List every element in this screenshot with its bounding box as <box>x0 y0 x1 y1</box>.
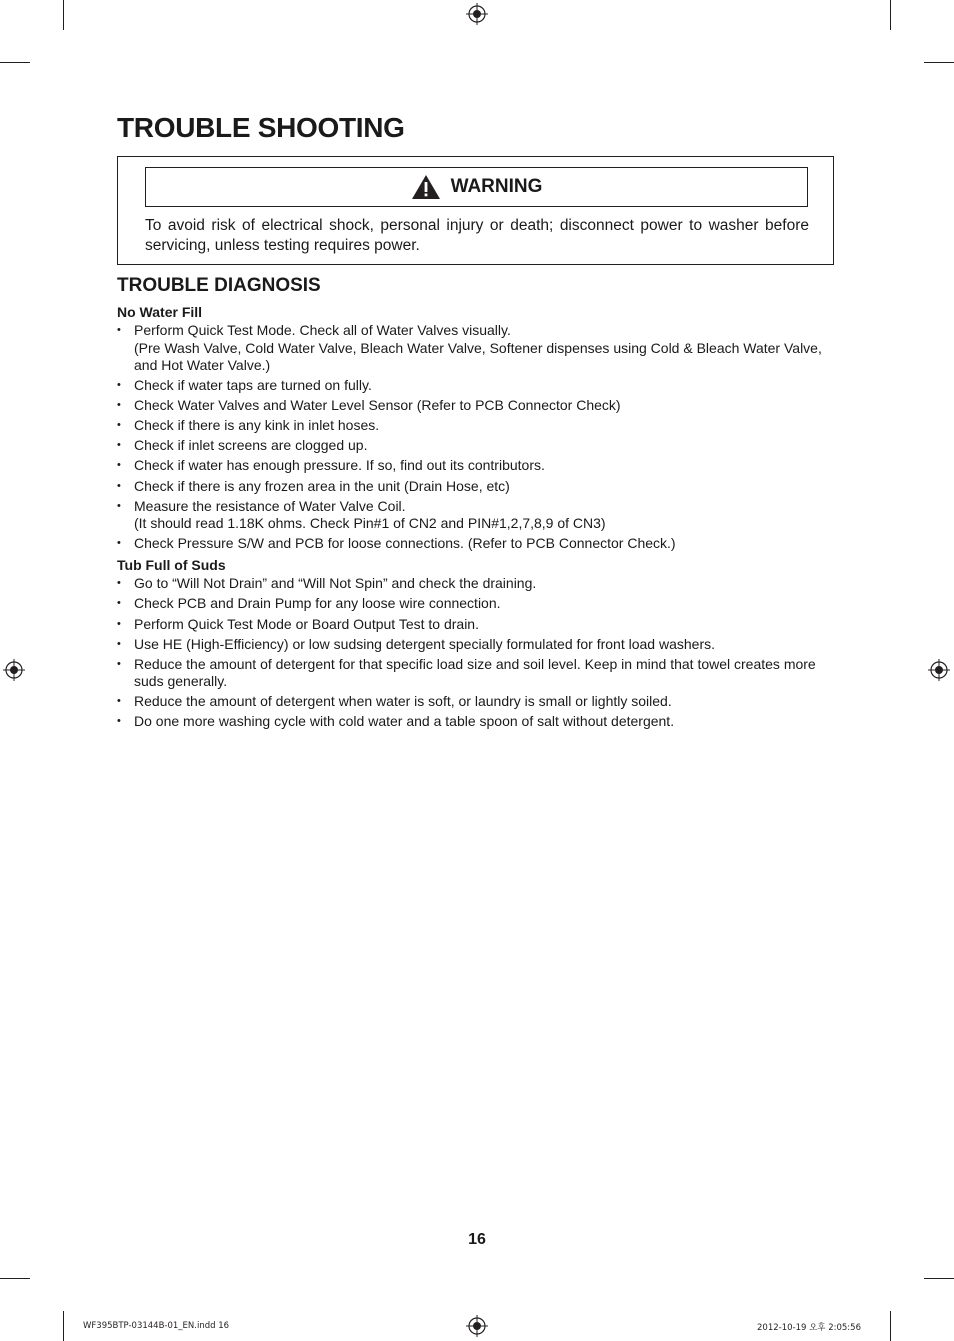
page-title: TROUBLE SHOOTING <box>117 112 405 143</box>
crop-mark <box>890 0 891 30</box>
section-title: TROUBLE DIAGNOSIS <box>117 275 321 296</box>
crop-mark <box>890 1311 891 1341</box>
list-item: • Reduce the amount of detergent when water is soft, or laundry is small or lightly soiled. <box>117 693 837 711</box>
registration-target-icon <box>466 3 488 25</box>
list-item: • Check PCB and Drain Pump for any loose wire connection. <box>117 595 837 613</box>
warning-header <box>145 167 808 207</box>
diagnosis-content <box>117 302 837 734</box>
list-item: • Check if water has enough pressure. If so, find out its contributors. <box>117 457 837 475</box>
list-item: • Check Pressure S/W and PCB for loose connections. (Refer to PCB Connector Check.) <box>117 535 837 553</box>
registration-target-icon <box>928 659 950 681</box>
date-slug: 2012-10-19 오후 2:05:56 <box>757 1323 861 1333</box>
warning-title: WARNING <box>450 176 543 197</box>
crop-mark <box>924 1278 954 1279</box>
list-item: • Perform Quick Test Mode. Check all of Water Valves visually. (Pre Wash Valve, Cold Water Valve, Bleach Water Valve, Softener dispenses using Cold & Bleach Water Valve, and Hot Water Valve.) <box>117 322 837 375</box>
warning-text: To avoid risk of electrical shock, personal injury or death; disconnect power to washer before servicing, unless testing requires power. <box>145 217 809 254</box>
file-slug: WF395BTP-03144B-01_EN.indd 16 <box>83 1321 230 1331</box>
crop-mark <box>63 0 64 30</box>
subheading-tub-full-of-suds: Tub Full of Suds <box>117 557 226 574</box>
tub-full-of-suds-list <box>117 575 837 731</box>
list-item: • Go to “Will Not Drain” and “Will Not Spin” and check the draining. <box>117 575 837 593</box>
list-item: • Check if there is any frozen area in the unit (Drain Hose, etc) <box>117 478 837 496</box>
list-item: • Check if inlet screens are clogged up. <box>117 437 837 455</box>
list-item: • Check Water Valves and Water Level Sensor (Refer to PCB Connector Check) <box>117 397 837 415</box>
crop-mark <box>924 62 954 63</box>
crop-mark <box>0 1278 30 1279</box>
list-item: • Perform Quick Test Mode or Board Output Test to drain. <box>117 616 837 634</box>
list-item: • Measure the resistance of Water Valve Coil. (It should read 1.18K ohms. Check Pin#1 of CN2 and PIN#1,2,7,8,9 of CN3) <box>117 498 837 533</box>
list-item: • Check if there is any kink in inlet hoses. <box>117 417 837 435</box>
subheading-no-water-fill: No Water Fill <box>117 304 203 320</box>
warning-triangle-icon <box>411 174 441 200</box>
warning-box <box>117 156 834 265</box>
crop-mark <box>0 62 30 63</box>
crop-mark <box>63 1311 64 1341</box>
registration-target-icon <box>3 659 25 681</box>
page-number: 16 <box>468 1231 486 1248</box>
list-item: • Check if water taps are turned on fully. <box>117 377 837 395</box>
list-item: • Use HE (High-Efficiency) or low sudsing detergent specially formulated for front load washers. <box>117 636 837 654</box>
no-water-fill-list <box>117 322 837 553</box>
registration-target-icon <box>466 1315 488 1337</box>
list-item: • Reduce the amount of detergent for that specific load size and soil level. Keep in mind that towel creates more suds generally. <box>117 656 837 691</box>
list-item: • Do one more washing cycle with cold water and a table spoon of salt without detergent. <box>117 713 837 731</box>
